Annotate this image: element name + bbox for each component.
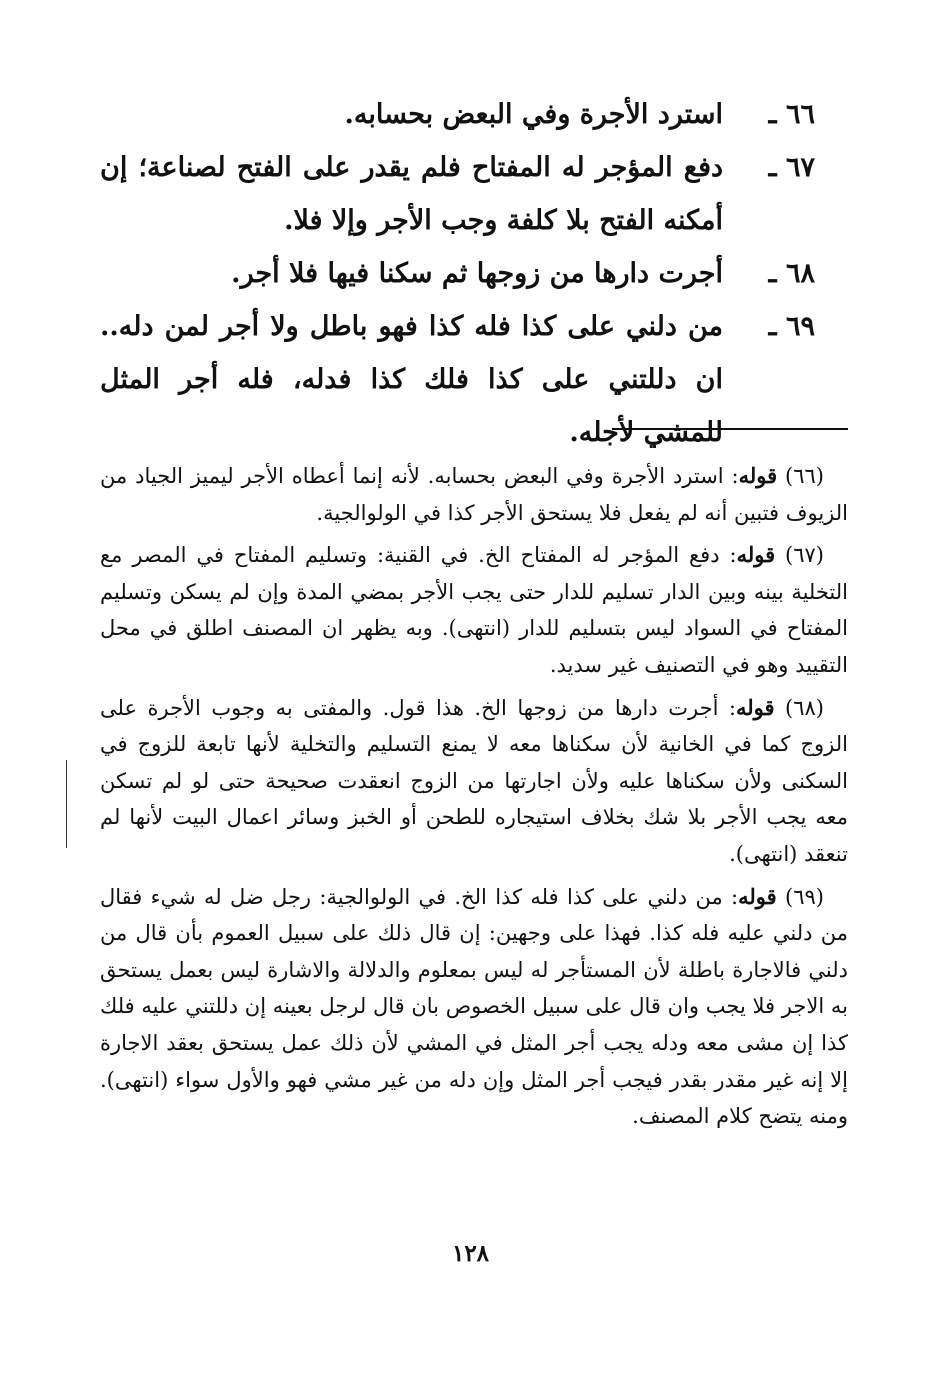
commentary-number: (٦٩) <box>785 884 824 909</box>
commentary-69 <box>100 879 848 1135</box>
section-divider <box>612 428 848 430</box>
rule-number: ٦٩ ـ <box>768 311 815 342</box>
commentary-label: قوله <box>736 542 776 568</box>
commentary-label: قوله <box>738 883 777 909</box>
margin-mark <box>66 760 67 848</box>
commentary-68 <box>100 690 848 873</box>
rule-text: استرد الأجرة وفي البعض بحسابه. <box>344 99 723 130</box>
commentary-label: قوله <box>735 694 775 720</box>
commentary-section <box>100 458 848 1141</box>
commentary-number: (٦٧) <box>785 543 824 568</box>
rule-text: دفع المؤجر له المفتاح فلم يقدر على الفتح لصناعة؛ إن أمكنه الفتح بلا كلفة وجب الأجر وإلا فلا. <box>100 152 724 236</box>
commentary-number: (٦٨) <box>785 695 824 720</box>
commentary-number: (٦٦) <box>785 464 824 488</box>
rule-68 <box>100 247 815 300</box>
rule-number: ٦٧ ـ <box>768 152 815 183</box>
commentary-text: : من دلني على كذا فله كذا الخ. في الولوالجية: رجل ضل له شيء فقال من دلني عليه فله كذا. فهذا على وجهين: إن قال ذلك على سبيل العموم بأن قال من دلني فالاجارة باطلة لأن المستأجر له ليس بمعلوم والدلالة والاشارة ليس بعمل يستحق به الاجر فلا يجب وان قال على سبيل الخصوص بان قال لرجل بعينه إن دللتني عليه فلك كذا إن مشى معه ودله يجب أجر المثل في المشي لأن ذلك عمل يستحق بعقد الاجارة إلا إنه غير مقدر بقدر فيجب أجر المثل وإن دله من غير مشي فهو والأول سواء (انتهى). ومنه يتضح كلام المصنف. <box>100 884 848 1129</box>
rule-number: ٦٦ ـ <box>768 99 815 130</box>
rule-text: أجرت دارها من زوجها ثم سكنا فيها فلا أجر. <box>231 258 723 289</box>
page-number: ١٢٨ <box>451 1240 490 1267</box>
rule-text: من دلني على كذا فله كذا فهو باطل ولا أجر لمن دله.. ان دللتني على كذا فلك كذا فدله، فله أجر المثل للمشي لأجله. <box>100 311 723 448</box>
rule-number: ٦٨ ـ <box>768 258 815 289</box>
main-rules-section <box>100 88 815 459</box>
commentary-text: : أجرت دارها من زوجها الخ. هذا قول. والمفتى به وجوب الأجرة على الزوج كما في الخانية لأن سكناها معه لا يمنع التسليم والتخلية لأنها تابعة للزوج في السكنى ولأن سكناها عليه ولأن اجارتها من الزوج انعقدت صحيحة حتى لو لم تسكن معه يجب الأجر بلا شك بخلاف استيجاره للطحن أو الخبز وسائر اعمال البيت لأنها لم تنعقد (انتهى). <box>100 695 848 866</box>
commentary-67 <box>100 537 848 683</box>
commentary-66 <box>100 458 848 531</box>
rule-67 <box>100 141 815 247</box>
rule-66 <box>100 88 815 141</box>
rule-69 <box>100 300 815 459</box>
commentary-text: : استرد الأجرة وفي البعض بحسابه. لأنه إنما أعطاه الأجر ليميز الجياد من الزيوف فتبين أنه لم يفعل فلا يستحق الأجر كذا في الولوالجية. <box>100 464 848 525</box>
commentary-label: قوله <box>738 463 778 488</box>
commentary-text: : دفع المؤجر له المفتاح الخ. في القنية: وتسليم المفتاح في المصر مع التخلية بينه وبين الدار تسليم للدار حتى يجب الأجر بمضي المدة وإن لم يسكن وتسليم المفتاح في السواد ليس بتسليم للدار (انتهى). وبه يظهر ان المصنف اطلق في محل التقييد وهو في التصنيف غير سديد. <box>100 543 848 677</box>
